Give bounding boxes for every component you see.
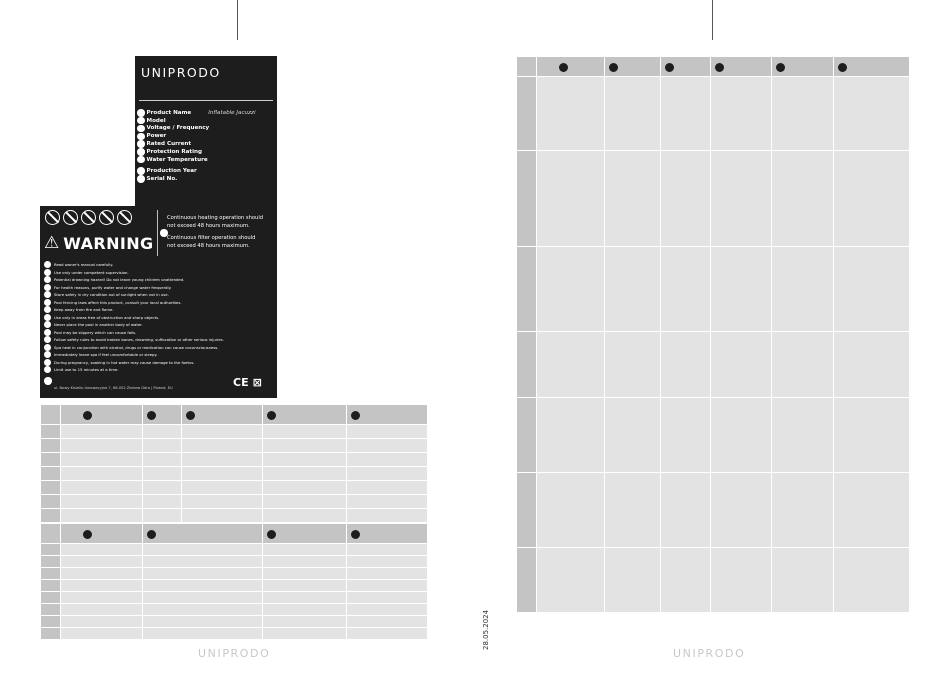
table-row bbox=[41, 568, 428, 580]
placeholder-dot bbox=[44, 351, 51, 358]
placeholder-dot bbox=[44, 321, 51, 328]
placeholder-dot bbox=[83, 411, 92, 420]
no-children-icon bbox=[63, 210, 78, 225]
placeholder-dot bbox=[137, 175, 145, 183]
header-cell bbox=[347, 405, 428, 425]
warning-title: WARNING bbox=[63, 234, 154, 253]
table-header-row bbox=[517, 57, 910, 77]
weee-bin-icon: ⊠ bbox=[252, 376, 262, 389]
table-row bbox=[41, 439, 428, 453]
manufacturer-address: ul. Nowy Kisielin-Innowacyjna 7, 66-002 Zielona Góra | Poland, EU bbox=[54, 386, 173, 390]
spec-row bbox=[137, 132, 256, 140]
spec-table-bottom bbox=[40, 523, 428, 640]
spec-label: Voltage / Frequency bbox=[146, 125, 210, 132]
placeholder-dot bbox=[44, 261, 51, 268]
table-row bbox=[41, 616, 428, 628]
placeholder-dot bbox=[137, 125, 145, 133]
placeholder-dot bbox=[776, 63, 785, 72]
warning-triangle-icon: ⚠ bbox=[44, 233, 60, 253]
spec-row bbox=[137, 175, 256, 183]
ce-mark-icon: CE bbox=[233, 376, 249, 389]
header-cell bbox=[711, 57, 772, 77]
warning-item bbox=[44, 291, 224, 299]
placeholder-dot bbox=[44, 359, 51, 366]
placeholder-dot bbox=[44, 299, 51, 306]
spec-label: Product Name bbox=[146, 109, 192, 116]
placeholder-dot bbox=[137, 148, 145, 156]
operation-notes bbox=[167, 214, 263, 250]
placeholder-dot bbox=[267, 411, 276, 420]
spec-label: Model bbox=[146, 117, 166, 124]
placeholder-dot bbox=[186, 411, 195, 420]
print-date: 28.05.2024 bbox=[482, 609, 490, 650]
header-cell bbox=[61, 405, 143, 425]
table-row bbox=[41, 453, 428, 467]
footer-brand-left: UNIPRODO bbox=[198, 647, 271, 660]
placeholder-dot bbox=[351, 411, 360, 420]
warning-item bbox=[44, 314, 224, 322]
warning-text: Read owner's manual carefully. bbox=[54, 262, 114, 268]
warning-text: Immediately leave spa if feel uncomfortable or sleepy. bbox=[54, 352, 158, 358]
placeholder-dot bbox=[559, 63, 568, 72]
placeholder-dot bbox=[137, 133, 145, 141]
label-logo: UNIPRODO bbox=[141, 65, 221, 80]
product-rating-label bbox=[135, 56, 277, 206]
header-cell bbox=[517, 57, 537, 77]
table-row bbox=[41, 592, 428, 604]
no-electric-icon bbox=[99, 210, 114, 225]
no-diving-icon bbox=[45, 210, 60, 225]
warning-list bbox=[44, 261, 224, 374]
header-cell bbox=[347, 524, 428, 544]
spec-row bbox=[137, 156, 256, 164]
warning-item bbox=[44, 276, 224, 284]
warning-item bbox=[44, 284, 224, 292]
warning-item bbox=[44, 344, 224, 352]
spec-value: Inflatable Jacuzzi bbox=[208, 109, 256, 116]
warning-text: Store safely in dry condition out of sunlight when not in use. bbox=[54, 292, 169, 298]
label-divider bbox=[139, 100, 273, 101]
table-header-row bbox=[41, 524, 428, 544]
header-cell bbox=[182, 405, 263, 425]
warning-text: Use only in areas free of obstruction and sharp objects. bbox=[54, 314, 160, 320]
table-row bbox=[517, 247, 910, 332]
warning-text: Potential drowning hazard! Do not leave young children unattended. bbox=[54, 277, 185, 283]
table-row bbox=[517, 398, 910, 473]
table-row bbox=[41, 628, 428, 640]
placeholder-dot bbox=[609, 63, 618, 72]
table-row bbox=[41, 481, 428, 495]
table-header-row bbox=[41, 405, 428, 425]
footer-brand-right: UNIPRODO bbox=[673, 647, 746, 660]
placeholder-dot bbox=[44, 306, 51, 313]
header-cell bbox=[263, 405, 347, 425]
placeholder-dot bbox=[44, 276, 51, 283]
spec-label: Production Year bbox=[146, 167, 197, 174]
header-cell bbox=[41, 405, 61, 425]
warning-item bbox=[44, 269, 224, 277]
warning-text: Pool may be slippery which can cause falls. bbox=[54, 329, 137, 335]
warning-item bbox=[44, 351, 224, 359]
warning-text: Never place the pool in another body of water. bbox=[54, 322, 143, 328]
spec-label: Serial No. bbox=[146, 175, 178, 182]
warning-divider bbox=[157, 210, 158, 256]
table-row bbox=[41, 509, 428, 523]
conformity-marks bbox=[233, 376, 262, 389]
note-line: Continuous heating operation should bbox=[167, 215, 264, 221]
placeholder-dot bbox=[44, 269, 51, 276]
placeholder-dot bbox=[267, 530, 276, 539]
header-cell bbox=[537, 57, 605, 77]
table-row bbox=[41, 544, 428, 556]
no-running-icon bbox=[81, 210, 96, 225]
table-row bbox=[517, 548, 910, 613]
placeholder-dot bbox=[44, 377, 52, 385]
spec-row bbox=[137, 148, 256, 156]
spec-list bbox=[137, 109, 256, 183]
spec-label: Power bbox=[146, 133, 167, 140]
warning-text: During pregnancy, soaking in hot water may cause damage to the foetus. bbox=[54, 359, 195, 365]
placeholder-dot bbox=[44, 366, 51, 373]
note-line: not exceed 48 hours maximum. bbox=[167, 243, 250, 250]
spec-row bbox=[137, 125, 256, 133]
table-row bbox=[41, 467, 428, 481]
header-cell bbox=[61, 524, 143, 544]
header-cell bbox=[143, 405, 182, 425]
note-line: not exceed 48 hours maximum. bbox=[167, 223, 250, 230]
spec-row bbox=[137, 167, 256, 175]
placeholder-dot bbox=[44, 329, 51, 336]
spec-row bbox=[137, 117, 256, 125]
placeholder-dot bbox=[838, 63, 847, 72]
placeholder-dot bbox=[44, 284, 51, 291]
placeholder-dot bbox=[83, 530, 92, 539]
placeholder-dot bbox=[665, 63, 674, 72]
placeholder-dot bbox=[715, 63, 724, 72]
spec-table-top bbox=[40, 404, 428, 523]
warning-text: Limit use to 15 minutes at a time. bbox=[54, 367, 119, 373]
warning-text: Follow safety rules to avoid broken bones, drowning, suffocation or other serious injuries. bbox=[54, 337, 224, 343]
table-row bbox=[41, 556, 428, 568]
placeholder-dot bbox=[137, 109, 145, 117]
table-row bbox=[517, 151, 910, 247]
warning-panel bbox=[40, 206, 277, 398]
header-cell bbox=[263, 524, 347, 544]
pictogram-row bbox=[45, 210, 132, 225]
fold-mark-left bbox=[237, 0, 238, 40]
warning-item bbox=[44, 261, 224, 269]
table-row bbox=[41, 604, 428, 616]
placeholder-dot bbox=[44, 336, 51, 343]
placeholder-dot bbox=[147, 530, 156, 539]
warning-item bbox=[44, 306, 224, 314]
warning-text: Pool fencing laws affect this product, consult your local authorities. bbox=[54, 299, 182, 305]
placeholder-dot bbox=[147, 411, 156, 420]
fold-mark-right bbox=[712, 0, 713, 40]
spec-row bbox=[137, 109, 256, 117]
warning-text: Use only under competent supervision. bbox=[54, 269, 129, 275]
placeholder-dot bbox=[137, 117, 145, 125]
placeholder-dot bbox=[44, 344, 51, 351]
table-row bbox=[41, 425, 428, 439]
warning-heading bbox=[44, 234, 154, 253]
table-row bbox=[517, 473, 910, 548]
warning-text: Keep away from fire and flame. bbox=[54, 307, 114, 313]
warning-item bbox=[44, 329, 224, 337]
note-line: Continuous filter operation should bbox=[167, 235, 256, 242]
placeholder-dot bbox=[137, 140, 145, 148]
warning-item bbox=[44, 366, 224, 374]
placeholder-dot bbox=[44, 291, 51, 298]
header-cell bbox=[41, 524, 61, 544]
table-row bbox=[41, 580, 428, 592]
placeholder-dot bbox=[351, 530, 360, 539]
warning-text: Spa heat in conjunction with alcohol, drugs or medication can cause unconsciousness. bbox=[54, 344, 219, 350]
spec-row bbox=[137, 140, 256, 148]
table-row bbox=[517, 77, 910, 151]
troubleshooting-table bbox=[516, 56, 910, 613]
table-row bbox=[41, 495, 428, 509]
spec-label: Water Temperature bbox=[146, 156, 208, 163]
header-cell bbox=[834, 57, 910, 77]
spec-label: Protection Rating bbox=[146, 148, 203, 155]
warning-item bbox=[44, 336, 224, 344]
header-cell bbox=[605, 57, 661, 77]
warning-item bbox=[44, 359, 224, 367]
warning-item bbox=[44, 321, 224, 329]
no-jumping-icon bbox=[117, 210, 132, 225]
warning-item bbox=[44, 299, 224, 307]
placeholder-dot bbox=[137, 167, 145, 175]
warning-text: For health reasons, purify water and change water frequently. bbox=[54, 284, 172, 290]
placeholder-dot bbox=[44, 314, 51, 321]
header-cell bbox=[143, 524, 263, 544]
header-cell bbox=[661, 57, 711, 77]
table-row bbox=[517, 332, 910, 398]
header-cell bbox=[772, 57, 834, 77]
placeholder-dot bbox=[137, 156, 145, 164]
spec-label: Rated Current bbox=[146, 141, 192, 148]
